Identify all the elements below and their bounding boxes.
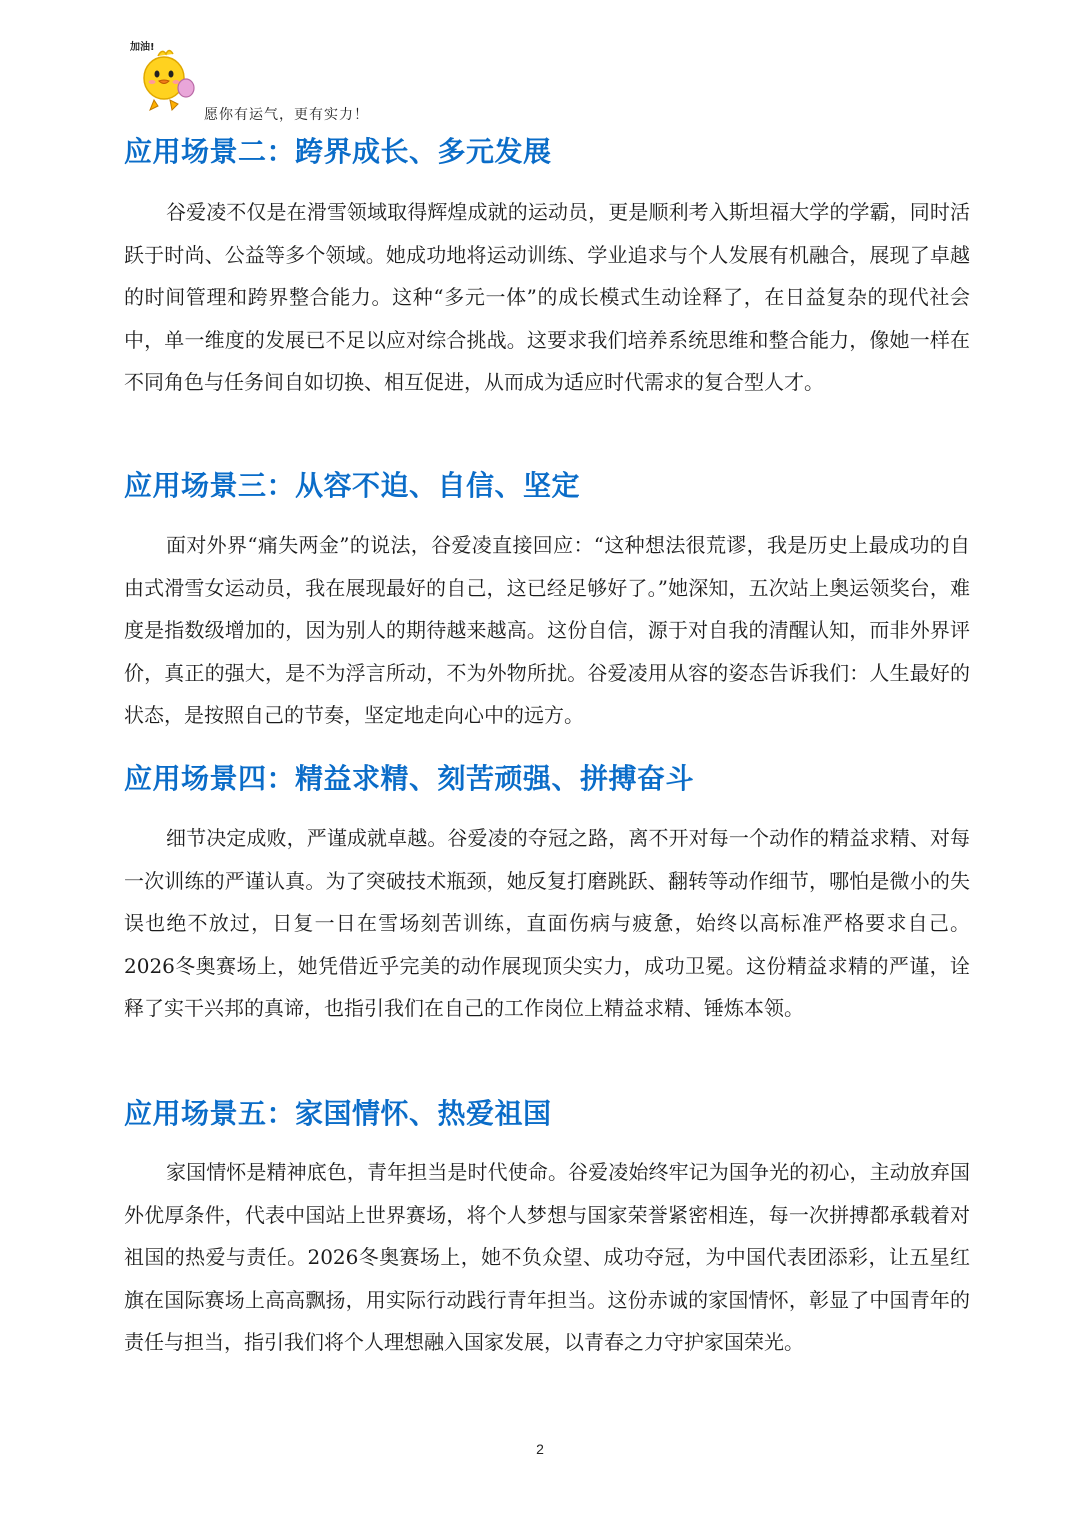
section-body-5: 家国情怀是精神底色，青年担当是时代使命。谷爱凌始终牢记为国争光的初心，主动放弃国外优厚条件，代表中国站上世界赛场，将个人梦想与国家荣誉紧密相连，每一次拼搏都承载着对祖国的热爱与责任。2026冬奥赛场上，她不负众望、成功夺冠，为中国代表团添彩，让五星红旗在国际赛场上高高飘扬，用实际行动践行青年担当。这份赤诚的家国情怀，彰显了中国青年的责任与担当，指引我们将个人理想融入国家发展，以青春之力守护家国荣光。	[124, 1160, 970, 1354]
header-slogan: 愿你有运气，更有实力！	[204, 107, 369, 123]
section-heading-4: 应用场景四：精益求精、刻苦顽强、拼搏奋斗	[124, 762, 695, 795]
section-heading-2: 应用场景二：跨界成长、多元发展	[124, 135, 552, 168]
section-body-4: 细节决定成败，严谨成就卓越。谷爱凌的夺冠之路，离不开对每一个动作的精益求精、对每一次训练的严谨认真。为了突破技术瓶颈，她反复打磨跳跃、翻转等动作细节，哪怕是微小的失误也绝不放过，日复一日在雪场刻苦训练，直面伤病与疲惫，始终以高标准严格要求自己。2026冬奥赛场上，她凭借近乎完美的动作展现顶尖实力，成功卫冕。这份精益求精的严谨，诠释了实干兴邦的真谛，也指引我们在自己的工作岗位上精益求精、锤炼本领。	[124, 826, 970, 1020]
chick-mascot-icon	[128, 38, 202, 120]
section-heading-5: 应用场景五：家国情怀、热爱祖国	[124, 1097, 552, 1130]
page-header	[128, 38, 528, 126]
section-body-3: 面对外界“痛失两金”的说法，谷爱凌直接回应：“这种想法很荒谬，我是历史上最成功的自由式滑雪女运动员，我在展现最好的自己，这已经足够好了。”她深知，五次站上奥运领奖台，难度是指数级增加的，因为别人的期待越来越高。这份自信，源于对自我的清醒认知，而非外界评价，真正的强大，是不为浮言所动，不为外物所扰。谷爱凌用从容的姿态告诉我们：人生最好的状态，是按照自己的节奏，坚定地走向心中的远方。	[124, 533, 970, 727]
section-heading-3: 应用场景三：从容不迫、自信、坚定	[124, 469, 581, 502]
section-body-2: 谷爱凌不仅是在滑雪领域取得辉煌成就的运动员，更是顺利考入斯坦福大学的学霸，同时活跃于时尚、公益等多个领域。她成功地将运动训练、学业追求与个人发展有机融合，展现了卓越的时间管理和跨界整合能力。这种“多元一体”的成长模式生动诠释了，在日益复杂的现代社会中，单一维度的发展已不足以应对综合挑战。这要求我们培养系统思维和整合能力，像她一样在不同角色与任务间自如切换、相互促进，从而成为适应时代需求的复合型人才。	[124, 200, 970, 394]
page-number: 2	[536, 1441, 544, 1457]
mascot-badge-text: 加油!	[130, 42, 155, 53]
